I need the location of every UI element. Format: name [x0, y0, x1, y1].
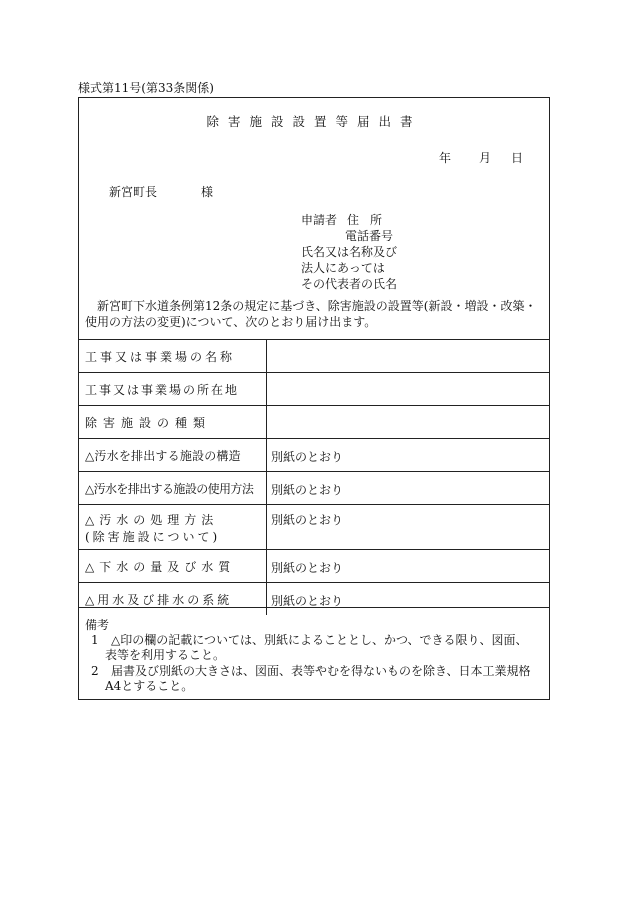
note-text: △印の欄の記載については、別紙によることとし、かつ、できる限り、図面、表等を利用すること。 [105, 633, 528, 662]
applicant-name-label: 氏名又は名称及び [301, 245, 398, 259]
row-label: △汚水の処理方法 (除害施設について) [79, 505, 267, 549]
date-month-label: 月 [479, 151, 492, 165]
row-label: △汚水を排出する施設の使用方法 [79, 472, 267, 504]
table-row [79, 549, 549, 582]
date-day-label: 日 [511, 151, 524, 165]
table-row [79, 471, 549, 504]
notes-title: 備考 [85, 618, 110, 632]
applicant-label: 申請者 [301, 213, 338, 227]
applicant-phone-label: 電話番号 [345, 229, 394, 243]
date-year-label: 年 [439, 151, 452, 165]
note-item [85, 633, 533, 663]
row-label: △汚水を排出する施設の構造 [79, 439, 267, 471]
addressee-honorific: 様 [201, 185, 214, 199]
row-label: △用水及び排水の系統 [79, 583, 267, 615]
note-number: 1 [91, 633, 99, 647]
form-frame [78, 97, 550, 700]
row-label: 工事又は事業場の所在地 [79, 373, 267, 405]
document-title: 除害施設設置等届出書 [206, 114, 422, 129]
note-number: 2 [91, 664, 99, 678]
table-row [79, 438, 549, 471]
items-table [79, 339, 549, 615]
notes-section [79, 607, 549, 700]
table-row [79, 405, 549, 438]
row-label: 工事又は事業場の名称 [79, 340, 267, 372]
addressee-name: 新宮町長 [109, 185, 158, 199]
intro-paragraph: 新宮町下水道条例第12条の規定に基づき、除害施設の設置等(新設・増設・改築・使用の方法の変更)について、次のとおり届け出ます。 [85, 299, 537, 329]
table-row [79, 339, 549, 372]
form-number-label: 様式第11号(第33条関係) [78, 81, 214, 95]
applicant-address-label: 住所 [347, 213, 394, 227]
row-label: 除害施設の種類 [79, 406, 267, 438]
note-text: 届書及び別紙の大きさは、図面、表等やむを得ないものを除き、日本工業規格A4とすること。 [105, 664, 531, 693]
row-value-field[interactable]: 別紙のとおり [271, 513, 344, 527]
row-value-field[interactable]: 別紙のとおり [271, 561, 344, 575]
row-label: △下水の量及び水質 [79, 550, 267, 582]
row-value-field[interactable]: 別紙のとおり [271, 594, 344, 608]
table-row [79, 372, 549, 405]
note-item [85, 664, 533, 694]
row-value-field[interactable]: 別紙のとおり [271, 483, 344, 497]
applicant-name-label: 法人にあっては [301, 261, 385, 275]
table-row [79, 504, 549, 549]
applicant-name-label: その代表者の氏名 [301, 277, 398, 291]
row-value-field[interactable]: 別紙のとおり [271, 450, 344, 464]
